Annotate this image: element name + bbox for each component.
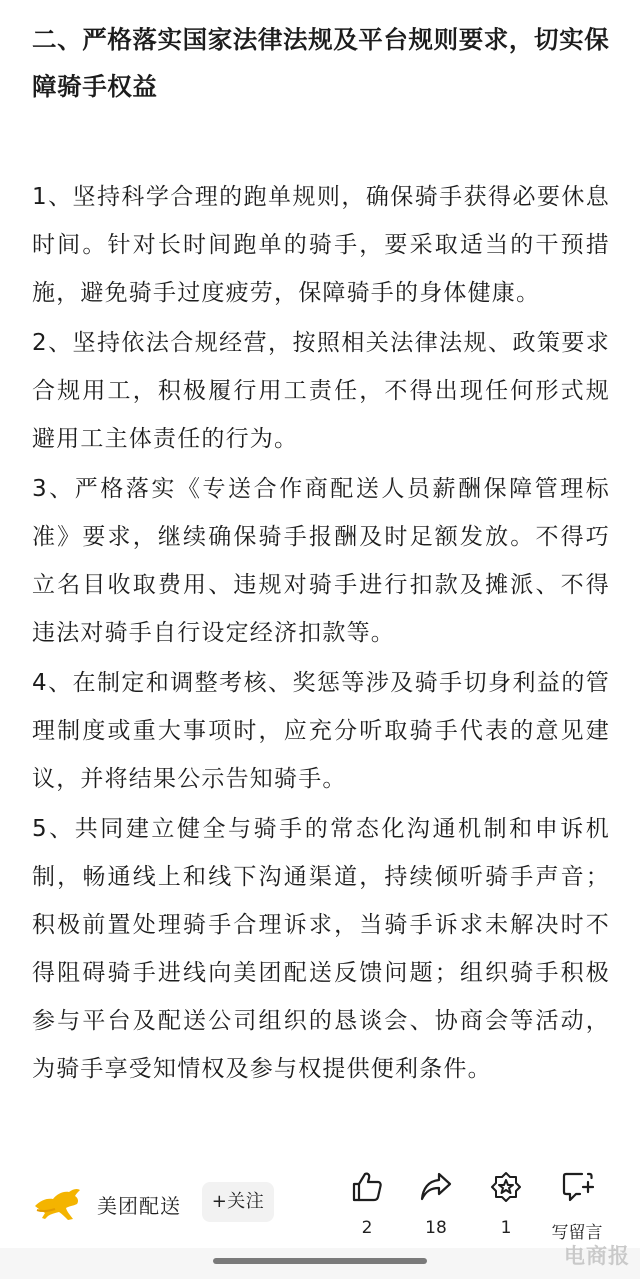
paragraph-3: 3、严格落实《专送合作商配送人员薪酬保障管理标准》要求，继续确保骑手报酬及时足额发放。不得巧立名目收取费用、违规对骑手进行扣款及摊派、不得违法对骑手自行设定经济扣款等。 — [32, 476, 610, 646]
comment-button[interactable] — [537, 1170, 617, 1243]
kangaroo-logo-icon — [33, 1186, 83, 1222]
bottom-action-bar — [0, 1156, 640, 1248]
share-count: 18 — [425, 1218, 447, 1238]
comment-plus-icon — [560, 1170, 594, 1204]
comment-label: 写留言 — [551, 1223, 603, 1243]
paragraph-1: 1、坚持科学合理的跑单规则，确保骑手获得必要休息时间。针对长时间跑单的骑手，要采取适当的干预措施，避免骑手过度疲劳，保障骑手的身体健康。 — [32, 184, 610, 306]
paragraph-4: 4、在制定和调整考核、奖惩等涉及骑手切身利益的管理制度或重大事项时，应充分听取骑手代表的意见建议，并将结果公示告知骑手。 — [32, 670, 610, 792]
watermark: 电商报 — [564, 1244, 630, 1268]
paragraph-2: 2、坚持依法合规经营，按照相关法律法规、政策要求合规用工，积极履行用工责任，不得出现任何形式规避用工主体责任的行为。 — [32, 330, 610, 452]
like-count: 2 — [361, 1218, 373, 1238]
home-indicator-area — [0, 1248, 640, 1279]
badge-star-icon — [489, 1170, 523, 1204]
follow-button[interactable]: +关注 — [202, 1182, 274, 1222]
like-button[interactable] — [327, 1170, 407, 1238]
account-link[interactable] — [33, 1186, 181, 1222]
favorite-button[interactable] — [466, 1170, 546, 1238]
paragraph-5: 5、共同建立健全与骑手的常态化沟通机制和申诉机制，畅通线上和线下沟通渠道，持续倾听骑手声音；积极前置处理骑手合理诉求，当骑手诉求未解决时不得阻碍骑手进线向美团配送反馈问题；组织骑手积极参与平台及配送公司组织的恳谈会、协商会等活动，为骑手享受知情权及参与权提供便利条件。 — [32, 816, 610, 1082]
share-button[interactable] — [396, 1170, 476, 1238]
favorite-count: 1 — [500, 1218, 512, 1238]
home-indicator[interactable] — [213, 1258, 427, 1264]
share-arrow-icon — [419, 1170, 453, 1204]
article-heading: 二、严格落实国家法律法规及平台规则要求，切实保障骑手权益 — [32, 25, 610, 101]
account-name: 美团配送 — [97, 1193, 181, 1218]
thumbs-up-icon — [350, 1170, 384, 1204]
